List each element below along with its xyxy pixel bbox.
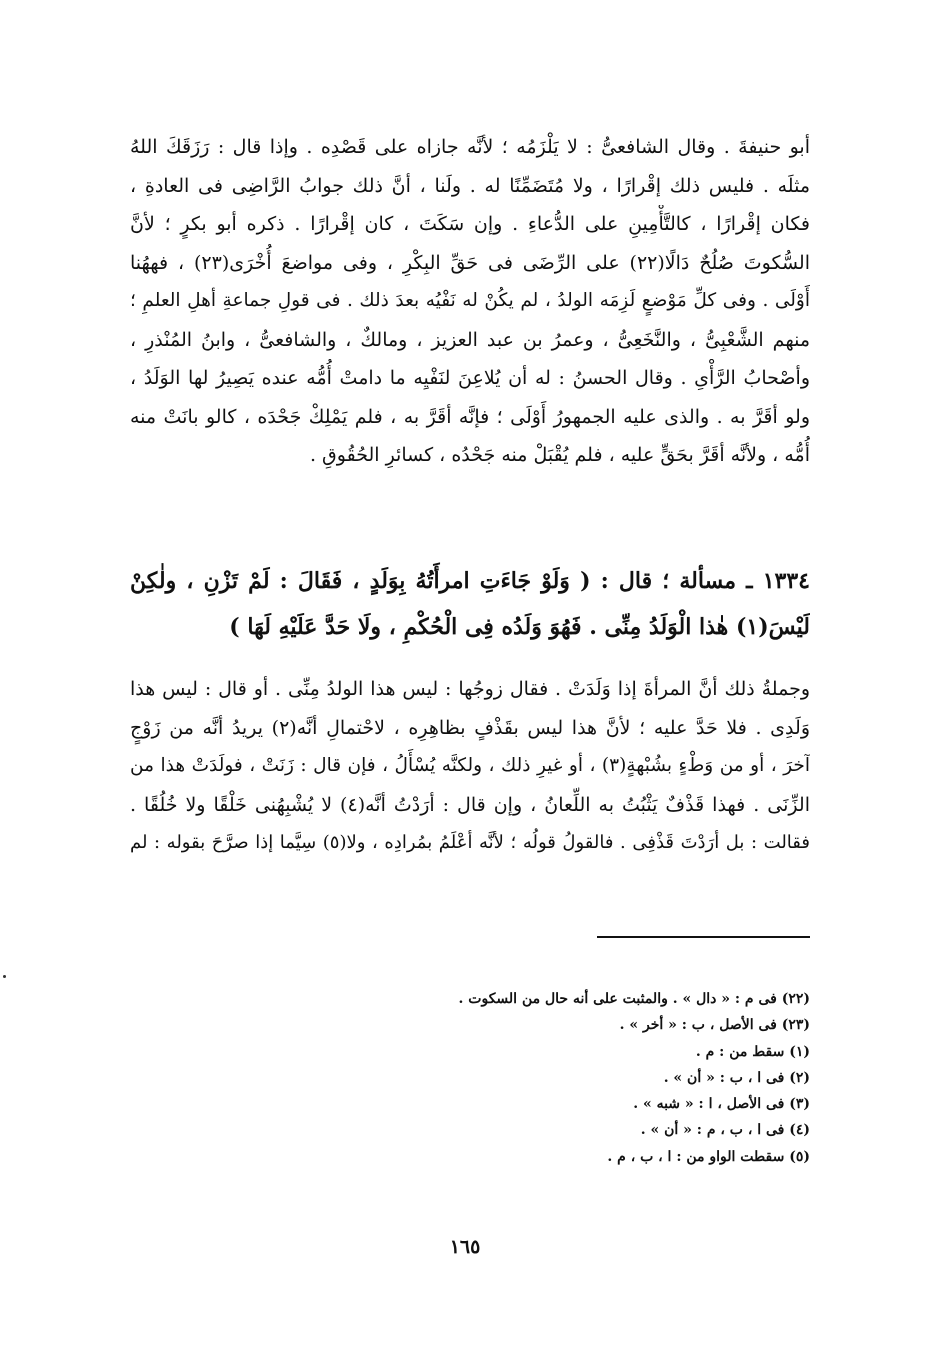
margin-speck [3, 975, 6, 978]
footnote-divider [597, 936, 810, 938]
footnote: (٣) فى الأصل ، ا : « شبه » . [633, 1096, 810, 1113]
text-line: آخرَ ، أو من وَطْءٍ بشُبْهةٍ(٣) ، أو غيرِ ذلك ، ولكنَّه يُسْأَلُ ، فإن قال : زَنَتْ ، فولَدَتْ هذا من [130, 755, 810, 776]
text-line: ولو أقَرَّ به . والذى عليه الجمهورُ أَوْلَى ؛ فإنَّه أقَرَّ به ، فلم يَمْلِكْ جَحْدَه ، كالو بانَتْ منه [130, 405, 810, 428]
footnotes [300, 986, 810, 1170]
text-line: وَلَدِى . فلا حَدَّ عليه ؛ لأنَّ هذا ليس بقَذْفٍ بظاهِرِه ، لاحْتمالِ أنَّه(٢) يريدُ أنَّه من زَوْجٍ [130, 716, 810, 739]
text-line: منهم الشَّعْبِىُّ ، والنَّخَعِىُّ ، وعمرُ بن عبد العزيز ، ومالكٌ ، والشافعىُّ ، وابنُ المُنْذرِ ، [130, 328, 810, 351]
page-number: ١٦٥ [449, 1236, 481, 1258]
text-line: الزِّنَى . فهذا قَذْفٌ يَثْبُتُ به اللِّعانُ ، وإن قال : أرَدْتُ أنَّه(٤) لا يُشْبِهُنى خَلْقًا ولا خُلُقًا . [130, 793, 810, 816]
text-line: فقالت : بل أرَدْتَ قَذْفِى . فالقولُ قولُه ؛ لأنَّه أعْلَمُ بمُرادِه ، ولا(٥) سِيَّما إذا صرَّحَ بقوله : لم [130, 832, 810, 853]
text-line: أُمُّه ، ولأنَّه أقَرَّ بحَقٍّ عليه ، فلم يُقْبَلْ منه جَحْدُه ، كسائرِ الحُقُوقِ . [309, 444, 810, 466]
text-line: السُّكوتَ صُلُحٌ دَالًا(٢٢) على الرِّضَى فى حَقِّ البِكْرِ ، وفى مواضعَ أُخْرَى(٢٣) ، فههُنا [130, 251, 810, 274]
text-line: أَوْلَى . وفى كلِّ مَوْضعٍ لَزِمَه الولدُ ، لم يكُنْ له نَفْيُه بعدَ ذلك . فى قولِ جماعةِ أهلِ العلمِ ؛ [130, 290, 810, 311]
footnote: (٢٣) فى الأصل ، ب : « أخر » . [619, 1017, 810, 1034]
text-line: فكان إقْرارًا ، كالتَّأْمِينِ على الدُّعاءِ . وإن سَكَتَ ، كان إقْرارًا . ذكره أبو بكرٍ ؛ لأنَّ [130, 213, 810, 235]
heading-line: لَيْسَ(١) هٰذا الْوَلَدُ مِنِّى . فَهُوَ وَلَدُه فِى الْحُكْمِ ، ولَا حَدَّ عَلَيْهِ لَهَا ) [229, 614, 810, 640]
heading-line: ١٣٣٤ ـ مسألة ؛ قال : ( وَلَوْ جَاءَتِ امرأَتُهُ بِوَلَدٍ ، فَقَالَ : لَمْ تَزْنِ ، ولٰكِنْ [130, 568, 810, 594]
footnote: (٢٢) فى م : « دال » . والمثبت على أنه حال من السكوت . [458, 991, 810, 1007]
footnote: (١) سقط من : م . [695, 1043, 810, 1060]
footnote: (٢) فى ا ، ب : « أن » . [663, 1069, 810, 1086]
body-paragraph-2 [130, 670, 810, 863]
footnote: (٥) سقطت الواو من : ا ، ب ، م . [607, 1148, 810, 1165]
text-line: أبو حنيفةَ . وقال الشافعىُّ : لا يَلْزَمُه ؛ لأنَّه جازاه على قَصْدِه . وإذا قال : رَزَقَكَ اللهُ [130, 136, 810, 158]
text-line: مثلَه . فليس ذلك إقْرارًا ، ولا مُتَضَمِّنًا له . ولَنا ، أنَّ ذلك جوابُ الرَّاضِى فى العادةِ ، [130, 174, 810, 197]
body-paragraph-1 [130, 128, 810, 475]
issue-heading [130, 558, 810, 650]
footnote: (٤) فى ا ، ب ، م : « أن » . [640, 1122, 810, 1139]
text-line: وأصْحابُ الرَّأْىِ . وقال الحسنُ : له أن يُلاعِنَ لنَفْيِه ما دامتْ أُمُّه عنده يَصِيرُ لها الوَلَدُ ، [130, 367, 810, 389]
text-line: وجملةُ ذلك أنَّ المرأةَ إذا وَلَدَتْ . فقال زوجُها : ليس هذا الولدُ مِنِّى . أو قال : ليس هذا [130, 678, 810, 700]
